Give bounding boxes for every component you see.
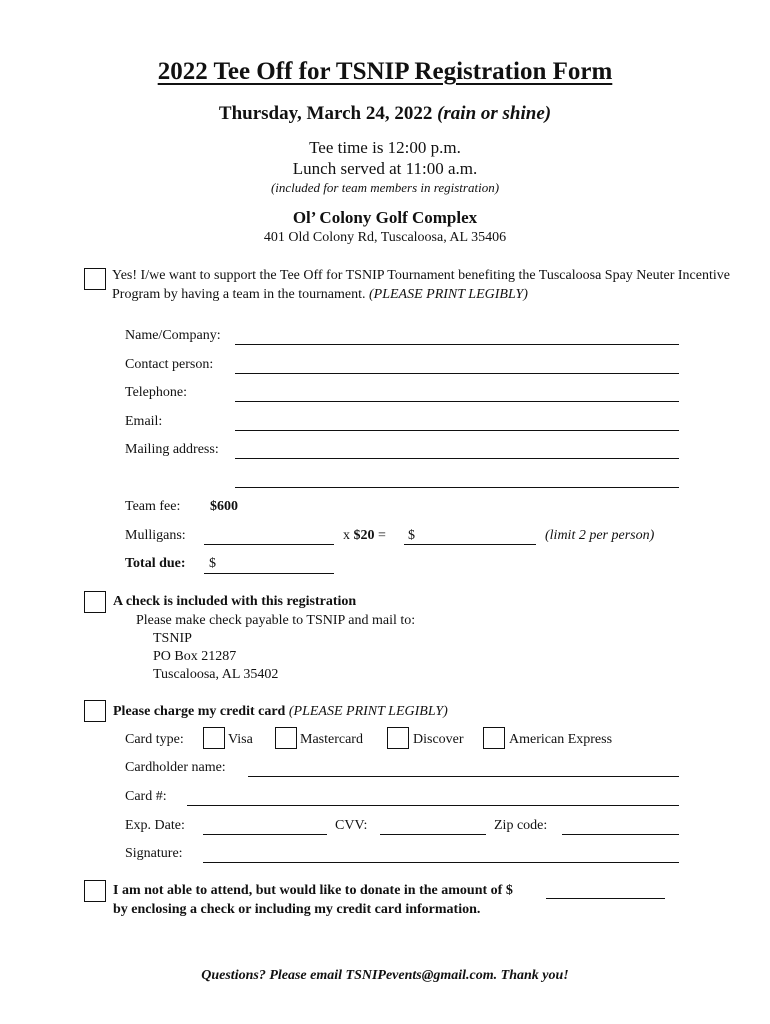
name-company-label: Name/Company: [125, 328, 221, 343]
exp-date-label: Exp. Date: [125, 818, 185, 833]
email-label: Email: [125, 414, 163, 429]
check-city: Tuscaloosa, AL 35402 [153, 667, 279, 682]
mastercard-label: Mastercard [300, 732, 363, 747]
card-number-field[interactable] [187, 805, 679, 806]
contact-person-label: Contact person: [125, 357, 214, 372]
mulligans-multiplier-eq: = [374, 528, 386, 543]
team-description-text: Yes! I/we want to support the Tee Off for TSNIP Tournament benefiting the Tuscaloosa Spay Neuter Incentive Program by having a team in the tournament. [112, 268, 730, 302]
mailing-address-label: Mailing address: [125, 442, 219, 457]
mulligans-label: Mulligans: [125, 528, 186, 543]
tee-time: Tee time is 12:00 p.m. [309, 138, 461, 157]
footer-contact: Questions? Please email TSNIPevents@gmail.com. Thank you! [201, 968, 569, 983]
team-checkbox[interactable] [84, 268, 106, 290]
zip-code-field[interactable] [562, 834, 679, 835]
american-express-label: American Express [509, 732, 613, 747]
mulligans-dollar: $ [408, 528, 415, 543]
discover-checkbox[interactable] [387, 727, 409, 749]
mulligans-count-field[interactable] [204, 544, 334, 545]
mulligans-limit: (limit 2 per person) [545, 528, 655, 543]
credit-card-print-note: (PLEASE PRINT LEGIBLY) [288, 704, 448, 719]
lunch-time: Lunch served at 11:00 a.m. [292, 159, 478, 178]
donate-line-2: by enclosing a check or including my credit card information. [113, 902, 481, 917]
mulligans-multiplier-x: x [343, 528, 354, 543]
mulligans-multiplier [343, 528, 386, 544]
discover-label: Discover [413, 732, 464, 747]
visa-checkbox[interactable] [203, 727, 225, 749]
form-title [0, 58, 770, 86]
donate-amount-field[interactable] [546, 898, 665, 899]
email-field[interactable] [235, 430, 679, 431]
team-fee-label: Team fee: [125, 499, 181, 514]
venue-name: Ol’ Colony Golf Complex [292, 208, 478, 227]
check-po-box: PO Box 21287 [153, 649, 237, 664]
name-company-field[interactable] [235, 344, 679, 345]
total-due-field[interactable] [204, 573, 334, 574]
credit-card-heading [113, 704, 448, 720]
mulligans-amount-field[interactable] [404, 544, 536, 545]
contact-person-field[interactable] [235, 373, 679, 374]
check-instructions: Please make check payable to TSNIP and mail to: [136, 613, 416, 628]
team-print-note: (PLEASE PRINT LEGIBLY) [369, 287, 528, 302]
visa-label: Visa [228, 732, 253, 747]
cardholder-field[interactable] [248, 776, 679, 777]
form-title-text: 2022 Tee Off for TSNIP Registration Form [157, 58, 613, 85]
mulligans-multiplier-amount: $20 [353, 528, 375, 543]
signature-field[interactable] [203, 862, 679, 863]
check-heading: A check is included with this registration [113, 594, 357, 609]
american-express-checkbox[interactable] [483, 727, 505, 749]
cardholder-label: Cardholder name: [125, 760, 226, 775]
cvv-label: CVV: [335, 818, 368, 833]
mailing-address-field-2[interactable] [235, 487, 679, 488]
total-due-label: Total due: [125, 556, 186, 571]
check-payee: TSNIP [153, 631, 192, 646]
telephone-label: Telephone: [125, 385, 187, 400]
total-due-dollar: $ [209, 556, 216, 571]
exp-date-field[interactable] [203, 834, 327, 835]
venue-address: 401 Old Colony Rd, Tuscaloosa, AL 35406 [263, 230, 507, 245]
team-fee-value: $600 [210, 499, 238, 514]
zip-code-label: Zip code: [494, 818, 548, 833]
donate-checkbox[interactable] [84, 880, 106, 902]
team-description [112, 266, 737, 304]
credit-card-checkbox[interactable] [84, 700, 106, 722]
event-date-note: (rain or shine) [437, 103, 552, 124]
telephone-field[interactable] [235, 401, 679, 402]
event-date-text: Thursday, March 24, 2022 [218, 103, 433, 124]
cvv-field[interactable] [380, 834, 486, 835]
card-type-label: Card type: [125, 732, 184, 747]
event-date [0, 103, 770, 125]
mastercard-checkbox[interactable] [275, 727, 297, 749]
lunch-note: (included for team members in registration) [270, 180, 500, 195]
check-checkbox[interactable] [84, 591, 106, 613]
donate-line-1: I am not able to attend, but would like to donate in the amount of $ [113, 883, 513, 898]
signature-label: Signature: [125, 846, 183, 861]
credit-card-heading-text: Please charge my credit card [113, 704, 286, 719]
card-number-label: Card #: [125, 789, 167, 804]
mailing-address-field[interactable] [235, 458, 679, 459]
